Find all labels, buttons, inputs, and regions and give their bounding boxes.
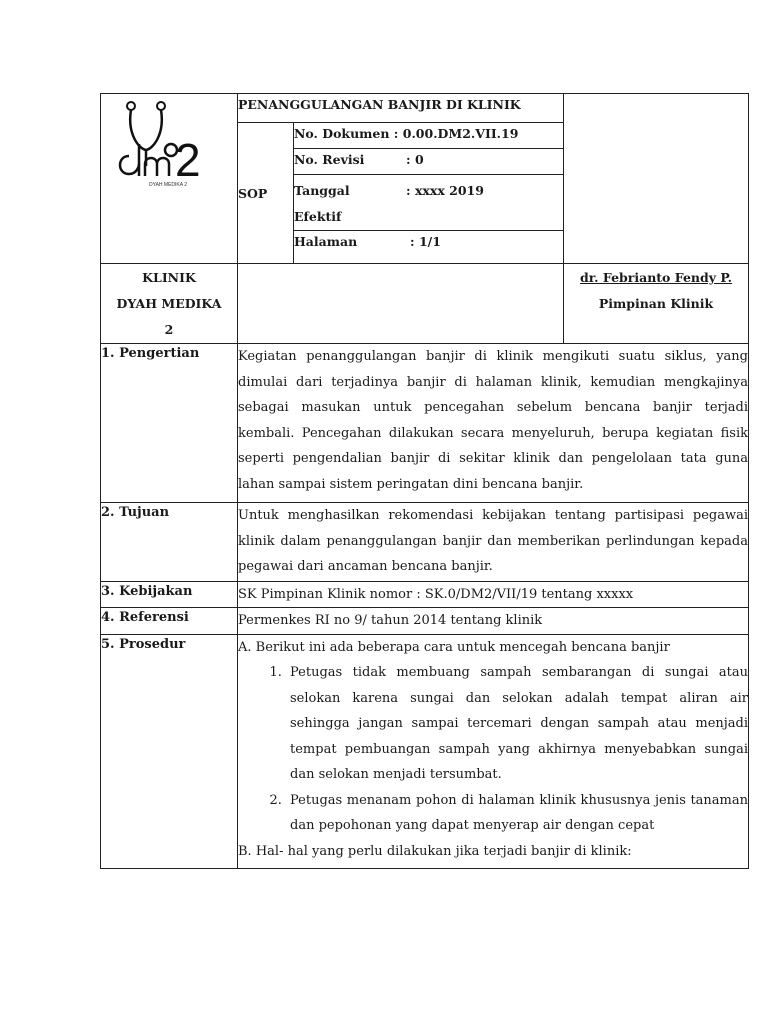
document-number: No. Dokumen : 0.00.DM2.VII.19	[294, 123, 564, 149]
clinic-name	[101, 264, 238, 344]
section-text-referensi: Permenkes RI no 9/ tahun 2014 tentang klinik	[238, 608, 749, 635]
sop-document-table	[100, 93, 749, 869]
section-label-tujuan: 2. Tujuan	[101, 503, 238, 582]
revision-value: : 0	[406, 152, 424, 167]
date-label: Tanggal	[294, 183, 350, 198]
sop-label: SOP	[238, 123, 294, 264]
section-label-kebijakan: 3. Kebijakan	[101, 581, 238, 608]
logo-caption: DYAH MEDIKA 2	[149, 182, 187, 188]
prosedur-steps-list	[238, 660, 748, 839]
page-value: : 1/1	[410, 234, 441, 249]
clinic-name-line1: KLINIK	[142, 270, 196, 285]
section-label-pengertian: 1. Pengertian	[101, 344, 238, 503]
page-number	[294, 231, 564, 264]
page-label: Halaman	[294, 234, 358, 249]
clinic-name-line3: 2	[164, 322, 174, 337]
document-title: PENANGGULANGAN BANJIR DI KLINIK	[238, 94, 564, 123]
date-value: : xxxx 2019	[406, 183, 484, 198]
effective-label: Efektif	[294, 209, 342, 224]
prosedur-part-b: B. Hal- hal yang perlu dilakukan jika terjadi banjir di klinik:	[238, 843, 632, 859]
section-text-prosedur	[238, 634, 749, 869]
prosedur-part-a: A. Berikut ini ada beberapa cara untuk mencegah bencana banjir	[238, 639, 670, 655]
section-label-prosedur: 5. Prosedur	[101, 634, 238, 869]
clinic-name-line2: DYAH MEDIKA	[116, 296, 222, 311]
list-item: 2. Petugas menanam pohon di halaman klinik khususnya jenis tanaman dan pepohonan yang dapat menyerap air dengan cepat	[286, 788, 748, 839]
clinic-logo-cell	[101, 94, 238, 264]
section-text-kebijakan: SK Pimpinan Klinik nomor : SK.0/DM2/VII/19 tentang xxxxx	[238, 581, 749, 608]
signer-name: dr. Febrianto Fendy P.	[580, 270, 733, 285]
stethoscope-logo-icon	[109, 94, 229, 189]
header-blank-cell	[564, 94, 749, 264]
signer-block	[564, 264, 749, 344]
section-text-tujuan: Untuk menghasilkan rekomendasi kebijakan tentang partisipasi pegawai klinik dalam penanggulangan banjir dan memberikan perlindungan kepada pegawai dari ancaman bencana banjir.	[238, 503, 749, 582]
section-label-referensi: 4. Referensi	[101, 608, 238, 635]
revision-number	[294, 149, 564, 175]
revision-label: No. Revisi	[294, 152, 365, 167]
list-item: 1. Petugas tidak membuang sampah sembarangan di sungai atau selokan karena sungai dan selokan adalah tempat aliran air sehingga jangan sampai tercemari dengan sampah atau menjadi tempat pembuangan sampah yang akhirnya menyebabkan sungai dan selokan menjadi tersumbat.	[286, 660, 748, 788]
signature-blank-cell	[238, 264, 564, 344]
clinic-logo	[101, 94, 237, 189]
section-text-pengertian: Kegiatan penanggulangan banjir di klinik mengikuti suatu siklus, yang dimulai dari terjadinya banjir di halaman klinik, kemudian mengkajinya sebagai masukan untuk pencegahan sebelum bencana banjir terjadi kembali. Pencegahan dilakukan secara menyeluruh, berupa kegiatan fisik seperti pengendalian banjir di sekitar klinik dan pengelolaan tata guna lahan sampai sistem peringatan dini bencana banjir.	[238, 344, 749, 503]
svg-text:2: 2	[175, 134, 201, 186]
signer-title: Pimpinan Klinik	[598, 296, 714, 311]
effective-date	[294, 175, 564, 231]
